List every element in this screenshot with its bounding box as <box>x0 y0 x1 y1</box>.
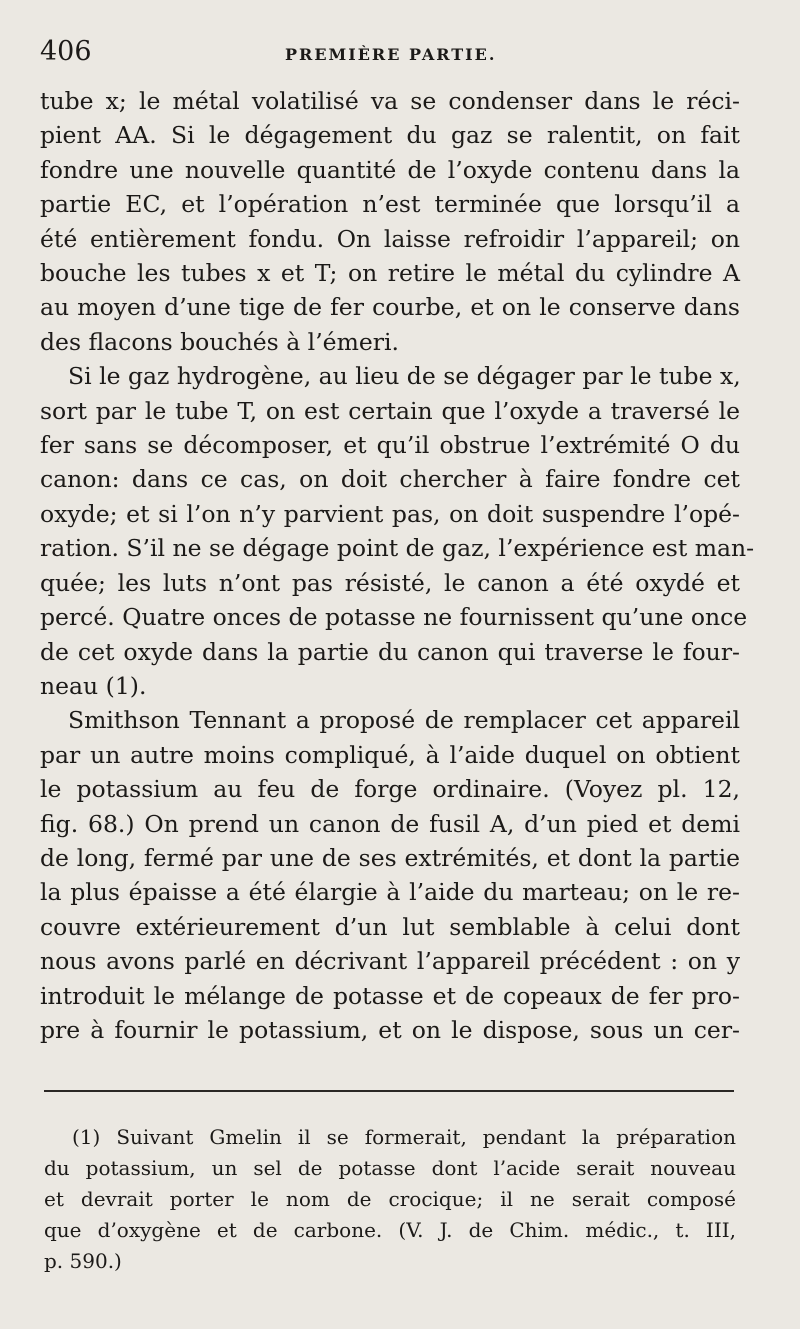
footnote-line: p. 590.) <box>44 1249 122 1273</box>
text-line: pient AA. Si le dégagement du gaz se ralentit, on fait <box>40 121 740 150</box>
text-line: Smithson Tennant a proposé de remplacer cet appareil <box>68 706 740 735</box>
footnote-line: (1) Suivant Gmelin il se formerait, pendant la préparation <box>72 1125 736 1149</box>
text-line: des flacons bouchés à l’émeri. <box>40 327 399 356</box>
text-line: le potassium au feu de forge ordinaire. (Voyez pl. 12, <box>40 775 740 804</box>
text-line: ration. S’il ne se dégage point de gaz, l’expérience est man- <box>40 534 755 563</box>
text-line: tube x; le métal volatilisé va se condenser dans le réci- <box>40 87 740 115</box>
footnote-line: du potassium, un sel de potasse dont l’acide serait nouveau <box>44 1156 736 1180</box>
text-line: fig. 68.) On prend un canon de fusil A, d’un pied et demi <box>40 809 740 838</box>
text-line: Si le gaz hydrogène, au lieu de se dégager par le tube x, <box>68 362 741 391</box>
page-header <box>40 36 740 76</box>
paragraph-3 <box>40 703 740 1047</box>
text-line: été entièrement fondu. On laisse refroidir l’appareil; on <box>40 224 740 253</box>
text-line: bouche les tubes x et T; on retire le métal du cylindre A <box>40 259 740 288</box>
text-line: fer sans se décomposer, et qu’il obstrue l’extrémité O du <box>40 431 740 460</box>
text-line: de cet oxyde dans la partie du canon qui traverse le four- <box>40 637 740 666</box>
text-line: sort par le tube T, on est certain que l’oxyde a traversé le <box>40 396 740 425</box>
text-line: par un autre moins compliqué, à l’aide duquel on obtient <box>40 740 740 769</box>
text-line: introduit le mélange de potasse et de copeaux de fer pro- <box>40 981 740 1010</box>
text-line: neau (1). <box>40 671 147 700</box>
text-line: pre à fournir le potassium, et on le dispose, sous un cer- <box>40 1015 740 1044</box>
text-line: fondre une nouvelle quantité de l’oxyde contenu dans la <box>40 155 740 184</box>
footnote-line: et devrait porter le nom de crocique; il ne serait composé <box>44 1187 736 1211</box>
paragraph-2 <box>40 359 755 703</box>
footnote-separator <box>44 1090 734 1092</box>
text-line: nous avons parlé en décrivant l’appareil précédent : on y <box>40 947 740 976</box>
text-line: percé. Quatre onces de potasse ne fournissent qu’une once <box>40 603 748 632</box>
text-line: couvre extérieurement d’un lut semblable à celui dont <box>40 912 740 941</box>
footnote-line: que d’oxygène et de carbone. (V. J. de Chim. médic., t. III, <box>44 1218 736 1242</box>
text-line: partie EC, et l’opération n’est terminée que lorsqu’il a <box>40 190 740 219</box>
text-line: oxyde; et si l’on n’y parvient pas, on doit suspendre l’opé- <box>40 499 740 528</box>
text-line: au moyen d’une tige de fer courbe, et on le conserve dans <box>40 293 740 322</box>
text-line: quée; les luts n’ont pas résisté, le canon a été oxydé et <box>40 568 740 597</box>
running-title: PREMIÈRE PARTIE. <box>285 45 497 64</box>
text-line: de long, fermé par une de ses extrémités, et dont la partie <box>40 843 740 872</box>
body-text <box>40 84 755 1047</box>
text-line: canon: dans ce cas, on doit chercher à faire fondre cet <box>40 465 740 494</box>
paragraph-1 <box>40 84 740 359</box>
text-line: la plus épaisse a été élargie à l’aide du marteau; on le re- <box>40 878 740 907</box>
page-number: 406 <box>40 36 92 67</box>
footnote <box>44 1122 736 1277</box>
